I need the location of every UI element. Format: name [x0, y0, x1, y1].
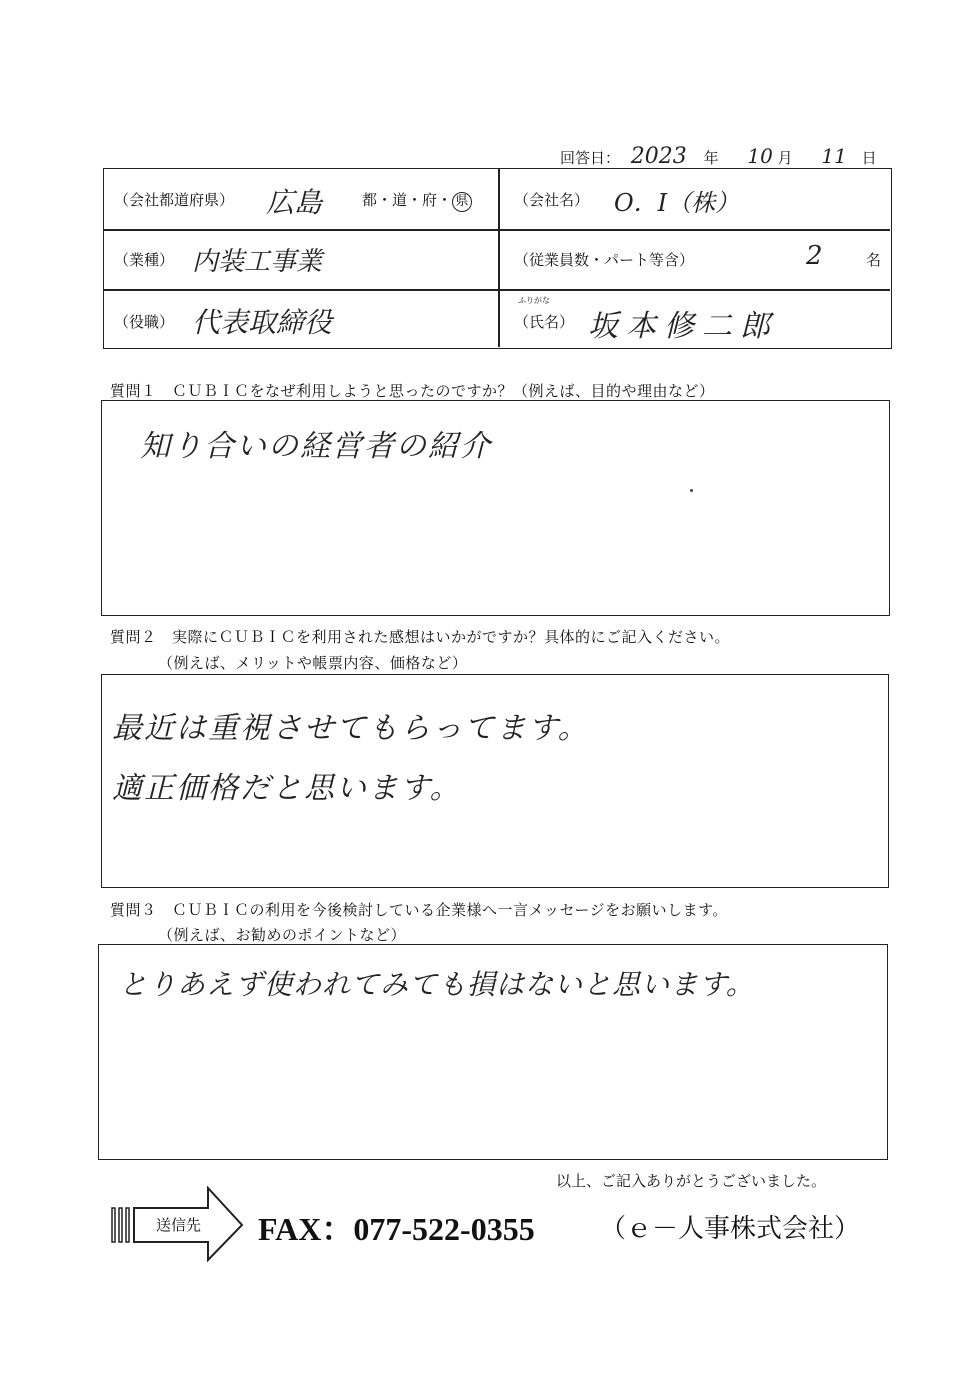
q2-answer-line1: 最近は重視させてもらってます。 [112, 711, 590, 746]
fax-number: FAX：077-522-0355 [258, 1211, 535, 1247]
prefecture-suffix [362, 189, 472, 212]
position-label: （役職） [114, 313, 175, 331]
answer-date-label: 回答日： [560, 149, 621, 167]
info-table [103, 168, 892, 349]
q3-hint: （例えば、お勧めのポイントなど） [158, 926, 407, 944]
employees-label: （従業員数・パート等含） [514, 251, 695, 269]
answer-date-month-unit: 月 [777, 149, 793, 167]
q3-answer-box [98, 944, 888, 1160]
industry-value: 内装工事業 [192, 247, 323, 277]
q2-answer-line2: 適正価格だと思います。 [112, 771, 462, 806]
employees-value: 2 [806, 241, 823, 271]
company-label: （会社名） [514, 191, 590, 209]
answer-date-day: 11 [821, 144, 847, 168]
industry-label: （業種） [114, 251, 175, 269]
position-value: 代表取締役 [192, 306, 333, 339]
q2-hint: （例えば、メリットや帳票内容、価格など） [158, 654, 468, 672]
name-value: 坂本修二郎 [588, 309, 778, 344]
q3-answer: とりあえず使われてみても損はないと思います。 [119, 968, 755, 1001]
prefecture-suffix-options: 都・道・府・ [362, 191, 453, 209]
employees-unit: 名 [866, 251, 882, 269]
q2-answer-box [101, 674, 889, 888]
q1-prompt: 質問１ ＣＵＢＩＣをなぜ利用しようと思ったのですか？（例えば、目的や理由など） [110, 382, 715, 400]
stray-dot [690, 489, 693, 492]
fax-company: （ｅ－人事株式会社） [600, 1214, 861, 1244]
name-label: （氏名） [514, 313, 575, 331]
answer-date-month: 10 [747, 144, 773, 168]
answer-date-day-unit: 日 [861, 149, 877, 167]
prefecture-circled-ken: 県 [452, 192, 472, 212]
prefecture-label: （会社都道府県） [114, 191, 235, 209]
q2-prompt: 質問２ 実際にＣＵＢＩＣを利用された感想はいかがですか？具体的にご記入ください。 [110, 628, 731, 646]
name-ruby: ふりがな [518, 296, 550, 305]
answer-date-year: 2023 [630, 144, 687, 169]
send-to-arrow [110, 1186, 245, 1262]
thanks-message: 以上、ご記入ありがとうございました。 [556, 1172, 827, 1190]
answer-date-year-unit: 年 [703, 149, 719, 167]
q1-answer-box [101, 400, 890, 616]
answer-date [560, 144, 890, 168]
q3-prompt: 質問３ ＣＵＢＩＣの利用を今後検討している企業様へ一言メッセージをお願いします。 [110, 901, 728, 919]
send-to-label: 送信先 [156, 1216, 202, 1234]
q1-answer: 知り合いの経営者の紹介 [140, 429, 492, 464]
company-value: O．I（株） [614, 189, 740, 217]
prefecture-value: 広島 [266, 186, 323, 219]
